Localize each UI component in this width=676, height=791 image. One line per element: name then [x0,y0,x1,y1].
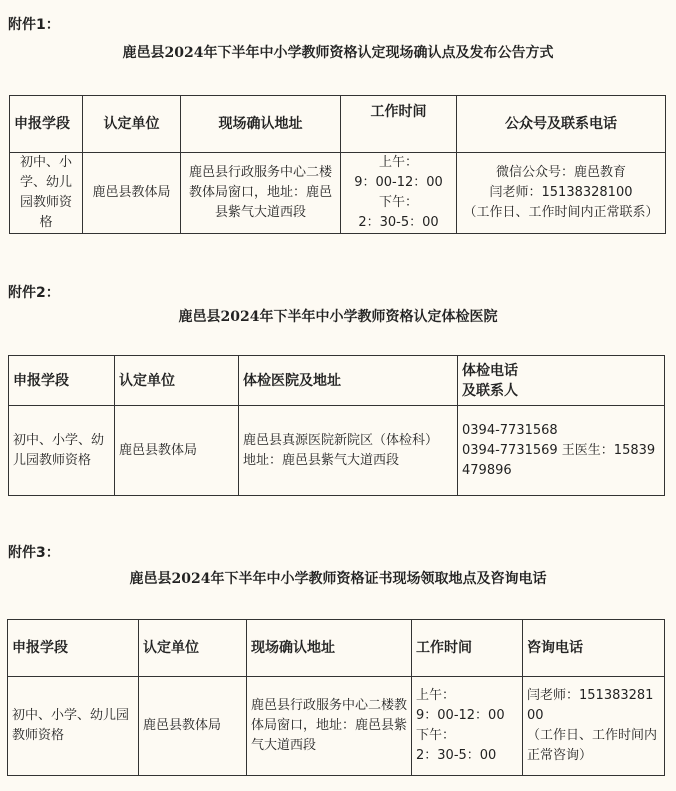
table-cell: 闫老师：15138328100 （工作日、工作时间内正常咨询） [523,677,665,776]
table-cell: 初中、小学、幼儿园教师资格 [10,153,83,234]
header-cell: 申报学段 [10,96,83,153]
attachment-1-label: 附件1： [8,17,60,33]
table-cell: 初中、小学、幼儿园教师资格 [9,406,115,496]
table-cell: 鹿邑县行政服务中心二楼教体局窗口，地址：鹿邑县紫气大道西段 [181,153,341,234]
attachment-2-table [8,355,665,496]
attachment-2-label: 附件2： [8,285,60,301]
table-cell: 鹿邑县行政服务中心二楼教体局窗口，地址：鹿邑县紫气大道西段 [247,677,412,776]
header-cell: 申报学段 [8,620,139,677]
table-cell: 0394-7731568 0394-7731569 王医生：15839479896 [458,406,665,496]
table-row [9,406,665,496]
attachment-3-label: 附件3： [8,545,60,561]
table-cell: 鹿邑县教体局 [83,153,181,234]
header-cell: 体检电话 及联系人 [458,356,665,406]
table-header-row [9,356,665,406]
header-cell: 体检医院及地址 [239,356,458,406]
table-cell: 鹿邑县教体局 [115,406,239,496]
attachment-3-table [7,619,665,776]
header-cell: 工作时间 [341,96,457,153]
header-cell: 现场确认地址 [181,96,341,153]
attachment-2-title: 鹿邑县2024年下半年中小学教师资格认定体检医院 [178,309,498,325]
table-cell: 微信公众号：鹿邑教育 闫老师：15138328100 （工作日、工作时间内正常联系） [457,153,666,234]
table-row [10,153,666,234]
table-row [8,677,665,776]
attachment-1-title: 鹿邑县2024年下半年中小学教师资格认定现场确认点及发布公告方式 [122,45,554,61]
attachment-1-table [9,95,666,234]
table-cell: 鹿邑县真源医院新院区（体检科） 地址：鹿邑县紫气大道西段 [239,406,458,496]
table-cell: 初中、小学、幼儿园教师资格 [8,677,139,776]
header-cell: 咨询电话 [523,620,665,677]
attachment-3-title: 鹿邑县2024年下半年中小学教师资格证书现场领取地点及咨询电话 [129,571,547,587]
header-cell: 公众号及联系电话 [457,96,666,153]
table-header-row [8,620,665,677]
header-cell: 现场确认地址 [247,620,412,677]
header-cell: 申报学段 [9,356,115,406]
header-cell: 认定单位 [115,356,239,406]
table-cell: 上午： 9：00-12：00 下午： 2：30-5：00 [412,677,523,776]
header-cell: 认定单位 [83,96,181,153]
header-cell: 工作时间 [412,620,523,677]
table-cell: 上午： 9：00-12：00 下午： 2：30-5：00 [341,153,457,234]
table-header-row [10,96,666,153]
table-cell: 鹿邑县教体局 [139,677,247,776]
header-cell: 认定单位 [139,620,247,677]
